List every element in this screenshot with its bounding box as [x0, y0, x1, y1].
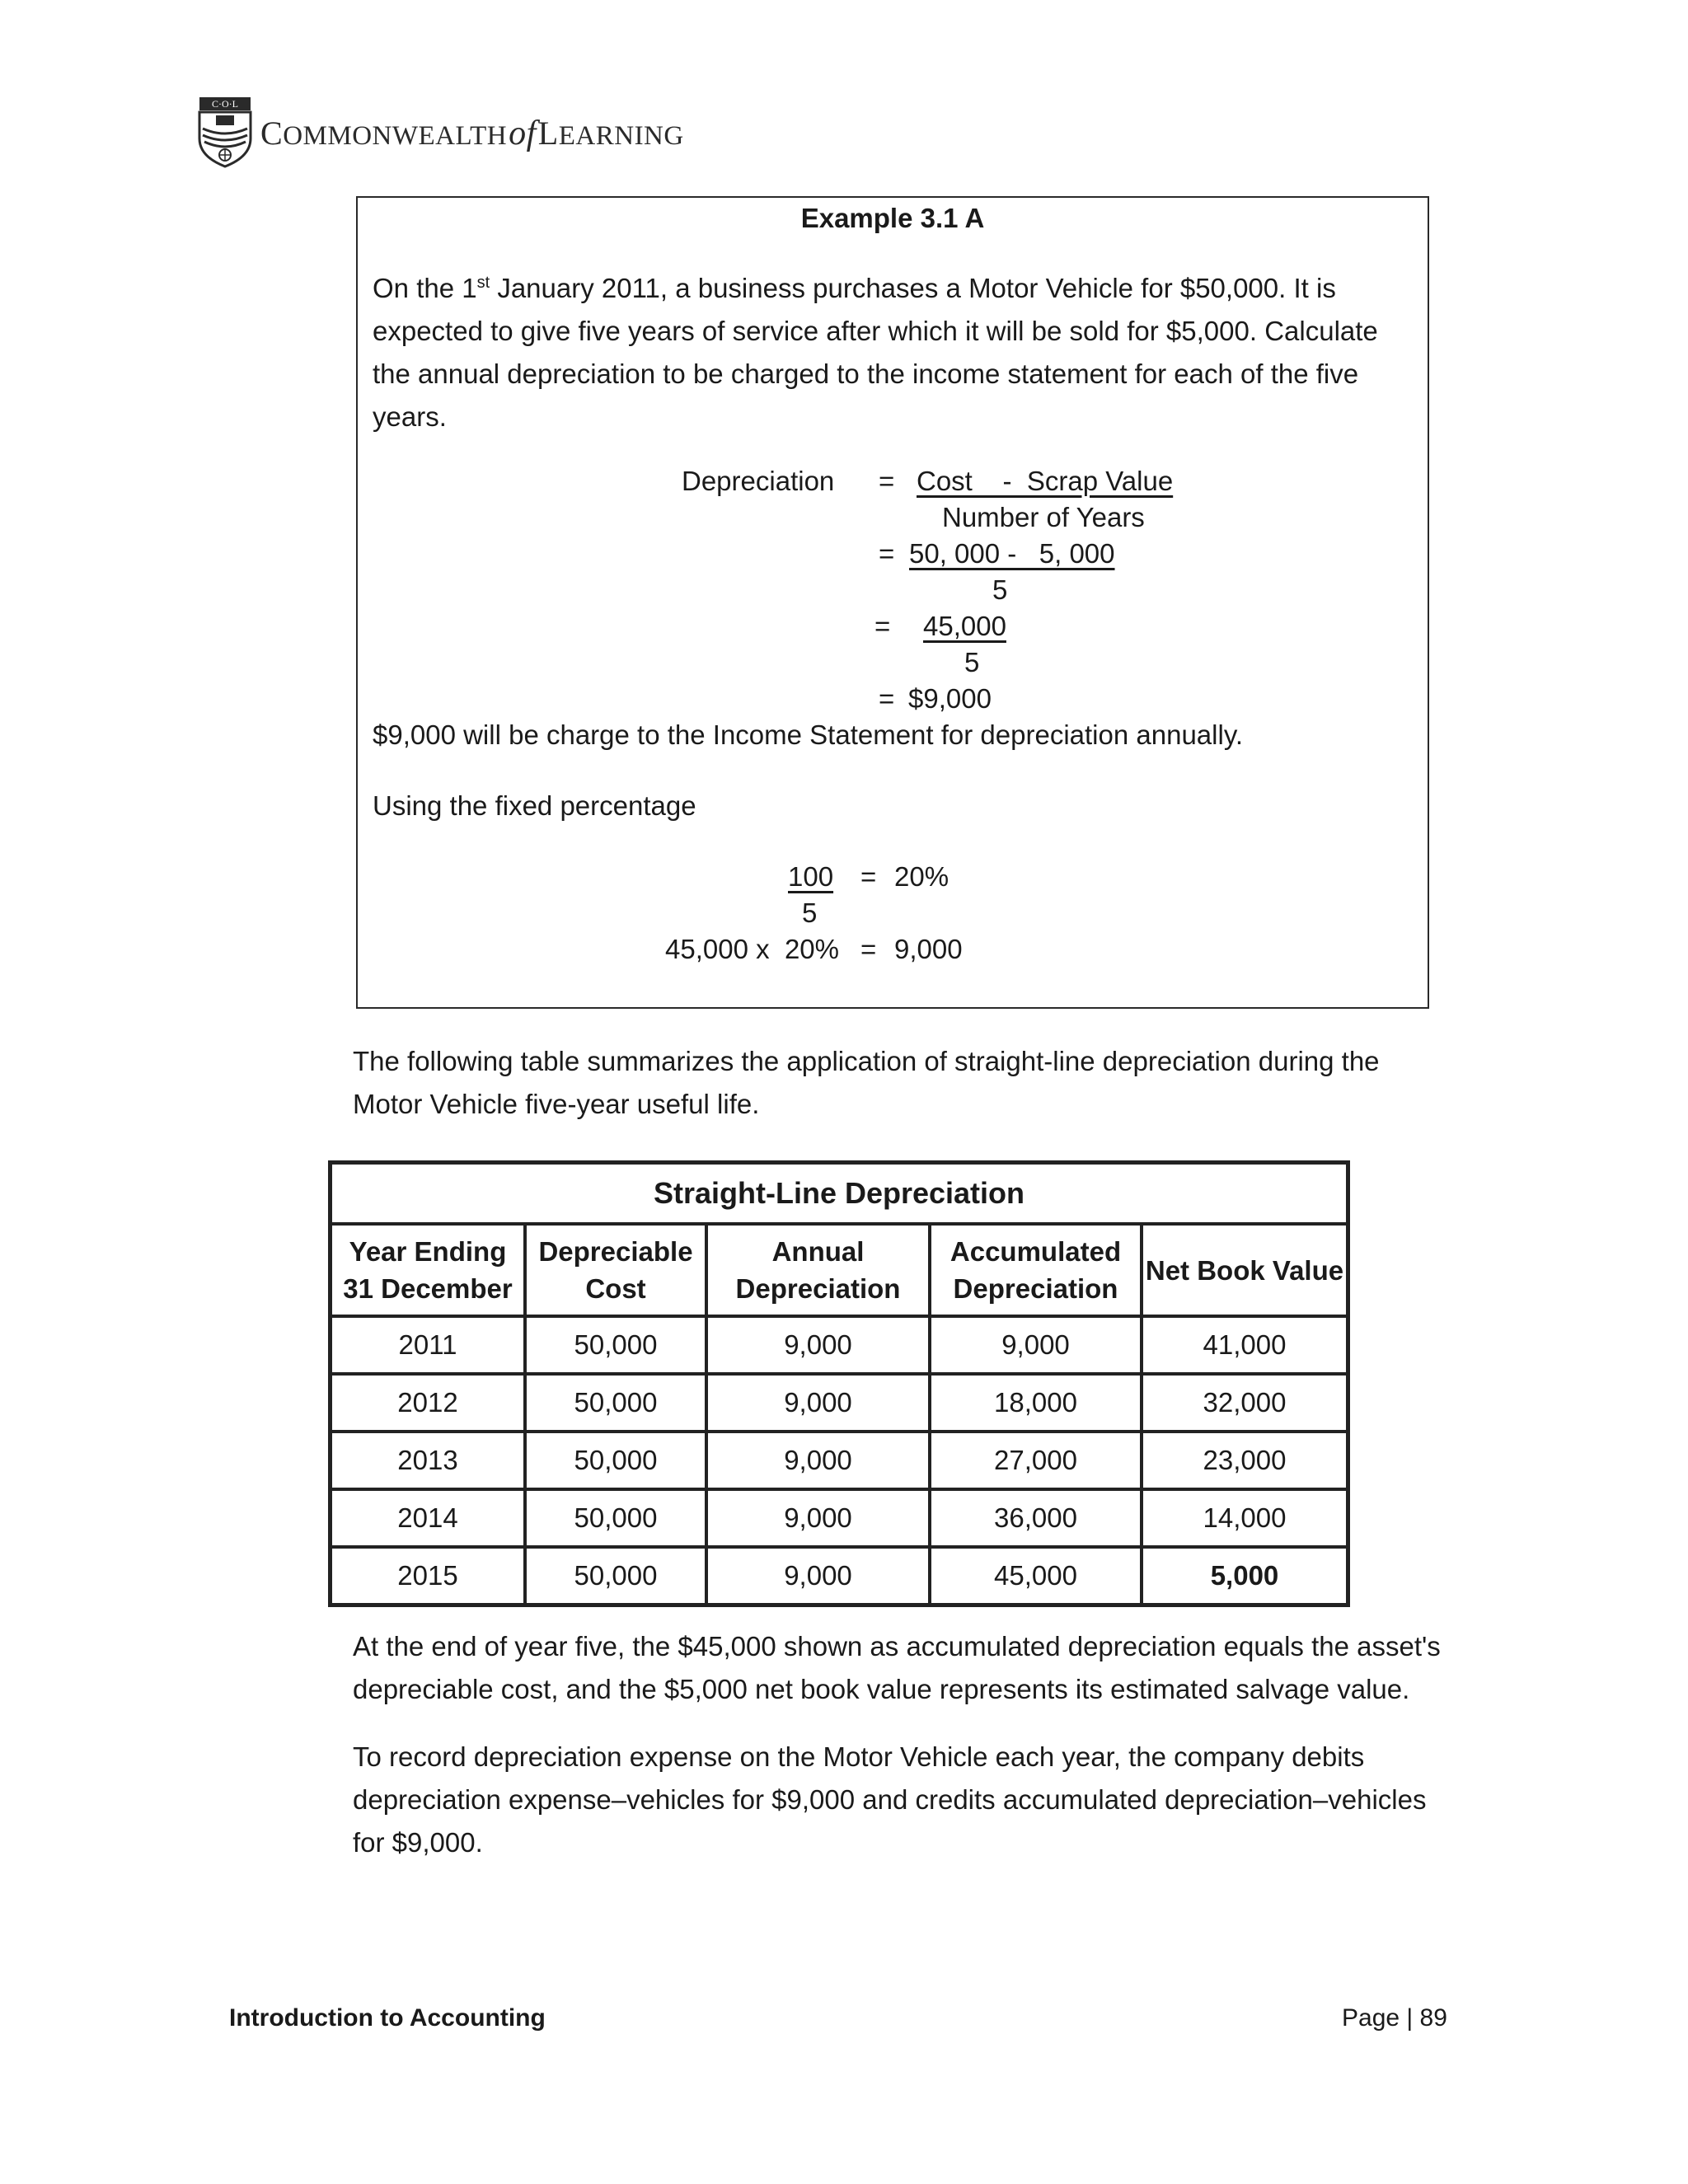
- header-net-book-value: Net Book Value: [1142, 1224, 1348, 1316]
- formula-numerator: 50, 000 - 5, 000: [909, 538, 1115, 569]
- formula-numerator: 45,000: [923, 611, 1006, 641]
- cell-annual-depreciation: 9,000: [706, 1374, 930, 1432]
- cell-year: 2012: [331, 1374, 525, 1432]
- cell-net-book-value: 14,000: [1142, 1489, 1348, 1547]
- footer-book-title: Introduction to Accounting: [229, 2004, 546, 2032]
- cell-year: 2011: [331, 1316, 525, 1374]
- cell-year: 2015: [331, 1547, 525, 1605]
- cell-accumulated-depreciation: 18,000: [930, 1374, 1142, 1432]
- cell-year: 2013: [331, 1432, 525, 1489]
- pct-equals: =: [860, 861, 877, 892]
- formula-denominator: 5: [964, 647, 980, 677]
- intro-paragraph: The following table summarizes the application of straight-line depreciation during the Motor Vehicle five-year useful life.: [353, 1046, 1380, 1119]
- formula-equals: =: [879, 538, 895, 569]
- svg-text:C·O·L: C·O·L: [212, 98, 238, 110]
- header-accumulated-depreciation: Accumulated Depreciation: [930, 1224, 1142, 1316]
- shield-crest-icon: [196, 96, 254, 168]
- header-year-ending: Year Ending 31 December: [331, 1224, 525, 1316]
- fixed-percentage-label: Using the fixed percentage: [373, 790, 696, 821]
- footer-page-number: Page | 89: [1342, 2004, 1447, 2032]
- table-row: [331, 1374, 1348, 1432]
- cell-accumulated-depreciation: 9,000: [930, 1316, 1142, 1374]
- table-header-row: [331, 1224, 1348, 1316]
- pct-equals: =: [860, 934, 877, 964]
- table-row: [331, 1316, 1348, 1374]
- table-row: [331, 1432, 1348, 1489]
- straight-line-depreciation-table: [328, 1160, 1350, 1607]
- example-box: [356, 196, 1429, 1009]
- cell-net-book-value: 32,000: [1142, 1374, 1348, 1432]
- example-paragraph: On the 1st January 2011, a business purchases a Motor Vehicle for $50,000. It is expected to give five years of service after which it will be sold for $5,000. Calculate the annual depreciation to be charged to the income statement for each of the five years.: [373, 273, 1378, 432]
- cell-annual-depreciation: 9,000: [706, 1547, 930, 1605]
- pct-result: 20%: [894, 861, 950, 892]
- table-caption: Straight-Line Depreciation: [331, 1163, 1348, 1224]
- cell-net-book-value: 41,000: [1142, 1316, 1348, 1374]
- pct-calc: 45,000 x 20%: [665, 934, 839, 964]
- table-row: [331, 1547, 1348, 1605]
- cell-year: 2014: [331, 1489, 525, 1547]
- pct-calc-result: 9,000: [894, 934, 963, 964]
- cell-depreciable-cost: 50,000: [525, 1432, 706, 1489]
- formula-equals: =: [879, 466, 895, 496]
- cell-depreciable-cost: 50,000: [525, 1374, 706, 1432]
- cell-depreciable-cost: 50,000: [525, 1547, 706, 1605]
- example-title: Example 3.1 A: [800, 203, 985, 233]
- cell-annual-depreciation: 9,000: [706, 1489, 930, 1547]
- pct-numerator: 100: [788, 861, 834, 892]
- conclusion-text: $9,000 will be charge to the Income Statement for depreciation annually.: [373, 719, 1244, 750]
- pct-denominator: 5: [802, 898, 818, 928]
- cell-net-book-value: 23,000: [1142, 1432, 1348, 1489]
- logo-wordmark: COMMONWEALTHofLEARNING: [260, 115, 684, 152]
- cell-depreciable-cost: 50,000: [525, 1316, 706, 1374]
- cell-annual-depreciation: 9,000: [706, 1316, 930, 1374]
- header-annual-depreciation: Annual Depreciation: [706, 1224, 930, 1316]
- cell-depreciable-cost: 50,000: [525, 1489, 706, 1547]
- cell-accumulated-depreciation: 45,000: [930, 1547, 1142, 1605]
- formula-equals: =: [879, 683, 895, 714]
- formula-denominator: 5: [992, 574, 1008, 605]
- commonwealth-of-learning-logo: [196, 96, 684, 170]
- cell-net-book-value: 5,000: [1142, 1547, 1348, 1605]
- formula-result: $9,000: [908, 683, 992, 714]
- table-row: [331, 1489, 1348, 1547]
- header-depreciable-cost: Depreciable Cost: [525, 1224, 706, 1316]
- cell-accumulated-depreciation: 36,000: [930, 1489, 1142, 1547]
- formula-denominator: Number of Years: [942, 502, 1145, 532]
- cell-accumulated-depreciation: 27,000: [930, 1432, 1142, 1489]
- cell-annual-depreciation: 9,000: [706, 1432, 930, 1489]
- closing-paragraph-1: At the end of year five, the $45,000 shown as accumulated depreciation equals the asset's depreciable cost, and the $5,000 net book value represents its estimated salvage value.: [353, 1631, 1441, 1704]
- formula-equals: =: [874, 611, 891, 641]
- closing-paragraph-2: To record depreciation expense on the Motor Vehicle each year, the company debits depreciation expense–vehicles for $9,000 and credits accumulated depreciation–vehicles for $9,000.: [353, 1741, 1427, 1858]
- formula-label: Depreciation: [682, 466, 835, 496]
- formula-numerator: Cost - Scrap Value: [917, 466, 1174, 496]
